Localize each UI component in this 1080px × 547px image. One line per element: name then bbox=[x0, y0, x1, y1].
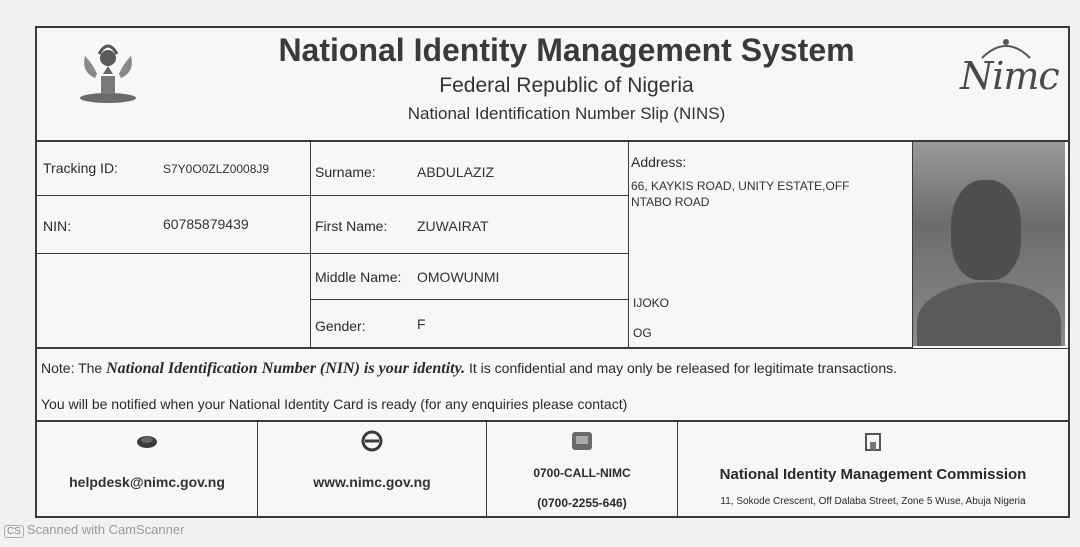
browser-icon bbox=[360, 430, 384, 452]
building-icon bbox=[861, 430, 885, 452]
middle-name-value: OMOWUNMI bbox=[417, 269, 500, 285]
first-name-label: First Name: bbox=[315, 218, 388, 234]
footer-email: helpdesk@nimc.gov.ng bbox=[69, 474, 225, 490]
middle-name-label: Middle Name: bbox=[315, 269, 402, 285]
camscanner-watermark bbox=[4, 522, 184, 538]
passport-photo bbox=[913, 142, 1065, 346]
nin-value: 60785879439 bbox=[163, 216, 249, 232]
tracking-cell bbox=[37, 140, 311, 196]
footer-phone-cell bbox=[487, 420, 678, 518]
note-emphasis: National Identification Number (NIN) is your identity. bbox=[106, 360, 466, 377]
footer-email-cell bbox=[37, 420, 258, 518]
tracking-label: Tracking ID: bbox=[43, 160, 118, 176]
footer-website: www.nimc.gov.ng bbox=[313, 474, 431, 490]
footer-commission: National Identity Management Commission bbox=[719, 466, 1027, 483]
footer-commission-address: 11, Sokode Crescent, Off Dalaba Street, Zone 5 Wuse, Abuja Nigeria bbox=[720, 496, 1026, 507]
footer-phone: 0700-CALL-NIMC bbox=[533, 466, 631, 480]
surname-cell bbox=[311, 140, 629, 196]
page-title: National Identity Management System bbox=[278, 32, 855, 68]
surname-label: Surname: bbox=[315, 164, 376, 180]
slip-name: National Identification Number Slip (NINS) bbox=[407, 104, 726, 123]
footer-commission-cell bbox=[678, 420, 1068, 518]
footer-web-cell bbox=[258, 420, 487, 518]
logo-text: Nimc bbox=[960, 54, 1059, 98]
slip-header bbox=[37, 28, 1068, 142]
address-cell bbox=[629, 140, 913, 348]
note-line bbox=[41, 360, 897, 378]
gender-value: F bbox=[417, 316, 426, 332]
footer-phone-digits: (0700-2255-646) bbox=[537, 496, 627, 510]
nins-slip bbox=[35, 26, 1070, 518]
page-subtitle: Federal Republic of Nigeria bbox=[439, 74, 694, 97]
note-prefix: Note: The bbox=[41, 360, 107, 376]
gender-cell bbox=[311, 300, 629, 348]
address-value: 66, KAYKIS ROAD, UNITY ESTATE,OFF NTABO ROAD bbox=[631, 179, 850, 209]
camscanner-badge: CS bbox=[4, 525, 24, 538]
phone-icon bbox=[570, 430, 594, 452]
photo-shoulders bbox=[917, 282, 1061, 346]
address-label: Address: bbox=[631, 154, 687, 170]
nin-label: NIN: bbox=[43, 218, 71, 234]
camscanner-text: Scanned with CamScanner bbox=[26, 522, 185, 537]
middle-name-cell bbox=[311, 254, 629, 300]
photo-head bbox=[951, 180, 1021, 280]
email-icon bbox=[135, 430, 159, 452]
divider bbox=[37, 348, 1068, 349]
note-suffix: It is confidential and may only be released for legitimate transactions. bbox=[465, 360, 898, 376]
tracking-value: S7Y0O0ZLZ0008J9 bbox=[163, 162, 270, 176]
first-name-cell bbox=[311, 196, 629, 254]
gender-label: Gender: bbox=[315, 318, 366, 334]
surname-value: ABDULAZIZ bbox=[417, 164, 495, 180]
first-name-value: ZUWAIRAT bbox=[417, 218, 489, 234]
nimc-logo bbox=[956, 36, 1059, 106]
blank-cell bbox=[37, 254, 311, 348]
address-state: OG bbox=[633, 326, 652, 340]
nin-cell bbox=[37, 196, 311, 254]
address-town: IJOKO bbox=[633, 296, 670, 310]
note-line-2: You will be notified when your National Identity Card is ready (for any enquiries please contact) bbox=[41, 396, 628, 412]
